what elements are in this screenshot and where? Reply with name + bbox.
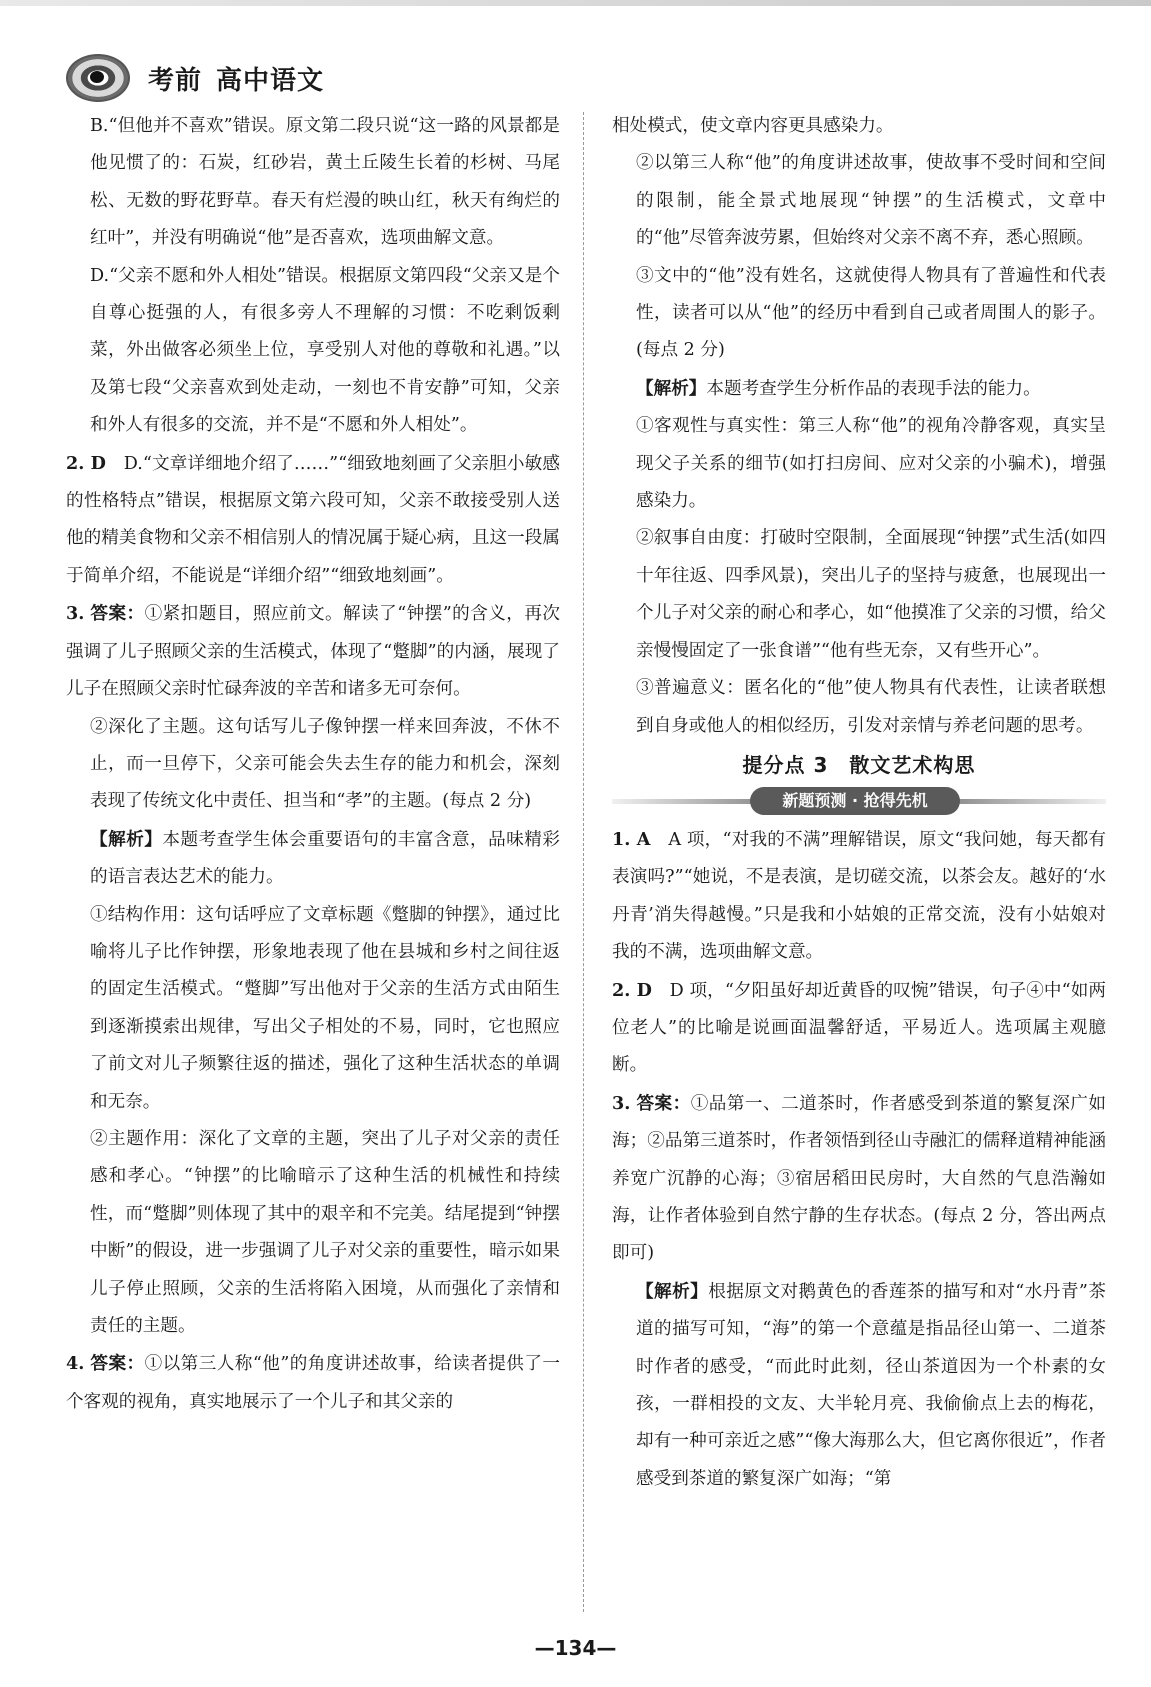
question-3-point-2: ②深化了主题。这句话写儿子像钟摆一样来回奔波，不休不止，而一旦停下，父亲可能会失去生存的能力和机会，深刻表现了传统文化中责任、担当和“孝”的主题。(每点 2 分) <box>90 716 560 812</box>
header-title <box>148 60 338 97</box>
continued-text: 相处模式，使文章内容更具感染力。 <box>612 116 894 136</box>
analysis-paragraph <box>612 370 1106 408</box>
column-divider <box>583 112 585 1612</box>
answer-label: 答案： <box>90 603 145 625</box>
question-4-answer: ①以第三人称“他”的角度讲述故事，给读者提供了一个客观的视角，真实地展示了一个儿子和其父亲的 <box>66 1354 560 1412</box>
analysis-text: 本题考查学生分析作品的表现手法的能力。 <box>706 378 1041 399</box>
answer-label: 答案： <box>90 1353 145 1375</box>
question-3-answer: ①品第一、二道茶时，作者感受到茶道的繁复深广如海；②品第三道茶时，作者领悟到径山寺融汇的儒释道精神能涵养宽广沉静的心海；③宿居稻田民房时，大自然的气息浩瀚如海，让作者体验到自然宁静的生存状态。(每点 2 分，答出两点即可) <box>612 1093 1106 1264</box>
question-4 <box>66 1345 560 1421</box>
page-header <box>66 50 586 106</box>
question-2-text: D 项，“夕阳虽好却近黄昏的叹惋”错误，句子④中“如两位老人”的比喻是说画面温馨舒适，平易近人。选项属主观臆断。 <box>612 980 1106 1076</box>
option-d-explanation: D.“父亲不愿和外人相处”错误。根据原文第四段“父亲又是个自尊心挺强的人，有很多旁人不理解的习惯：不吃剩饭剩菜，外出做客必须坐上位，享受别人对他的尊敬和礼遇。”以及第七段“父亲喜欢到处走动，一刻也不肯安静”可知，父亲和外人有很多的交流，并不是“不愿和外人相处”。 <box>90 265 560 436</box>
analysis-text: 本题考查学生体会重要语句的丰富含意，品味精彩的语言表达艺术的能力。 <box>90 829 560 888</box>
analysis-label: 【解析】 <box>90 828 163 850</box>
question-1-number: 1. A <box>612 828 651 850</box>
question-2-number: 2. D <box>66 452 106 474</box>
eye-logo-icon <box>66 54 130 102</box>
header-label-subject: 高中语文 <box>216 66 325 96</box>
question-3-number: 3. <box>612 1092 631 1114</box>
header-label-exam: 考前 <box>148 66 203 96</box>
right-column <box>612 108 1106 1498</box>
question-3 <box>612 1085 1106 1273</box>
analysis-point-3: ③普遍意义：匿名化的“他”使人物具有代表性，让读者联想到自身或他人的相似经历，引发对亲情与养老问题的思考。 <box>636 678 1106 736</box>
question-2 <box>612 972 1106 1085</box>
answer-point-2: ②以第三人称“他”的角度讲述故事，使故事不受时间和空间的限制，能全景式地展现“钟摆”的生活模式，文章中的“他”尽管奔波劳累，但始终对父亲不离不弃，悉心照顾。 <box>636 153 1106 249</box>
question-3 <box>66 595 560 708</box>
analysis-paragraph-2 <box>612 1273 1106 1498</box>
analysis-point-1: ①结构作用：这句话呼应了文章标题《蹩脚的钟摆》，通过比喻将儿子比作钟摆，形象地表现了他在县城和乡村之间往返的固定生活模式。“蹩脚”写出他对于父亲的生活方式由陌生到逐渐摸索出规律，写出父子相处的不易，同时，它也照应了前文对儿子频繁往返的描述，强化了这种生活状态的单调和无奈。 <box>90 904 560 1112</box>
question-4-number: 4. <box>66 1353 85 1375</box>
question-3-number: 3. <box>66 603 85 625</box>
option-b-explanation: B.“但他并不喜欢”错误。原文第二段只说“这一路的风景都是他见惯了的：石炭，红砂岩，黄土丘陵生长着的杉树、马尾松、无数的野花野草。春天有烂漫的映山红，秋天有绚烂的红叶”，并没有明确说“他”是否喜欢，选项曲解文意。 <box>90 116 560 249</box>
analysis-point-1: ①客观性与真实性：第三人称“他”的视角冷静客观，真实呈现父子关系的细节(如打扫房间、应对父亲的小骗术)，增强感染力。 <box>636 416 1106 512</box>
top-edge-band <box>0 0 1151 6</box>
analysis-point-2: ②叙事自由度：打破时空限制，全面展现“钟摆”式生活(如四十年往返、四季风景)，突出儿子的坚持与疲惫，也展现出一个儿子对父亲的耐心和孝心，如“他摸准了父亲的习惯，给父亲慢慢固定了一张食谱”“他有些无奈，又有些开心”。 <box>636 528 1106 661</box>
question-2-text: D.“文章详细地介绍了……”“细致地刻画了父亲胆小敏感的性格特点”错误，根据原文第六段可知，父亲不敢接受别人送他的精美食物和父亲不相信别人的情况属于疑心病，且这一段属于简单介绍，不能说是“详细介绍”“细致地刻画”。 <box>66 453 560 586</box>
answer-label: 答案： <box>636 1092 691 1114</box>
banner-label: 新题预测 · 抢得先机 <box>750 787 960 815</box>
answer-point-3: ③文中的“他”没有姓名，这就使得人物具有了普遍性和代表性，读者可以从“他”的经历中看到自己或者周围人的影子。(每点 2 分) <box>636 265 1106 361</box>
section-title: 提分点 3 散文艺术构思 <box>742 752 976 777</box>
section-banner <box>612 785 1106 819</box>
left-column <box>66 108 560 1421</box>
question-3-answer: ①紧扣题目，照应前文。解读了“钟摆”的含义，再次强调了儿子照顾父亲的生活模式，体现了“蹩脚”的内涵，展现了儿子在照顾父亲时忙碌奔波的辛苦和诸多无可奈何。 <box>66 604 560 700</box>
analysis-paragraph <box>66 821 560 897</box>
analysis-text: 根据原文对鹅黄色的香莲茶的描写和对“水丹青”茶道的描写可知，“海”的第一个意蕴是指品径山第一、二道茶时作者的感受，“而此时此刻，径山茶道因为一个朴素的女孩，一群相投的文友、大半轮月亮、我偷偷点上去的梅花，却有一种可亲近之感”“像大海那么大，但它离你很近”，作者感受到茶道的繁复深广如海；“第 <box>636 1281 1106 1489</box>
question-2-number: 2. D <box>612 979 652 1001</box>
page-number: —134— <box>534 1636 617 1660</box>
analysis-label: 【解析】 <box>636 1280 709 1302</box>
analysis-point-2: ②主题作用：深化了文章的主题，突出了儿子对父亲的责任感和孝心。“钟摆”的比喻暗示了这种生活的机械性和持续性，而“蹩脚”则体现了其中的艰辛和不完美。结尾提到“钟摆中断”的假设，进一步强调了儿子对父亲的重要性，暗示如果儿子停止照顾，父亲的生活将陷入困境，从而强化了亲情和责任的主题。 <box>90 1128 560 1336</box>
question-1-text: A 项，“对我的不满”理解错误，原文“我问她，每天都有表演吗?”“她说，不是表演，是切磋交流，以茶会友。越好的‘水丹青’消失得越慢。”只是我和小姑娘的正常交流，没有小姑娘对我的不满，选项曲解文意。 <box>612 829 1106 963</box>
question-1 <box>612 821 1106 972</box>
question-2 <box>66 445 560 596</box>
analysis-label: 【解析】 <box>636 377 707 399</box>
